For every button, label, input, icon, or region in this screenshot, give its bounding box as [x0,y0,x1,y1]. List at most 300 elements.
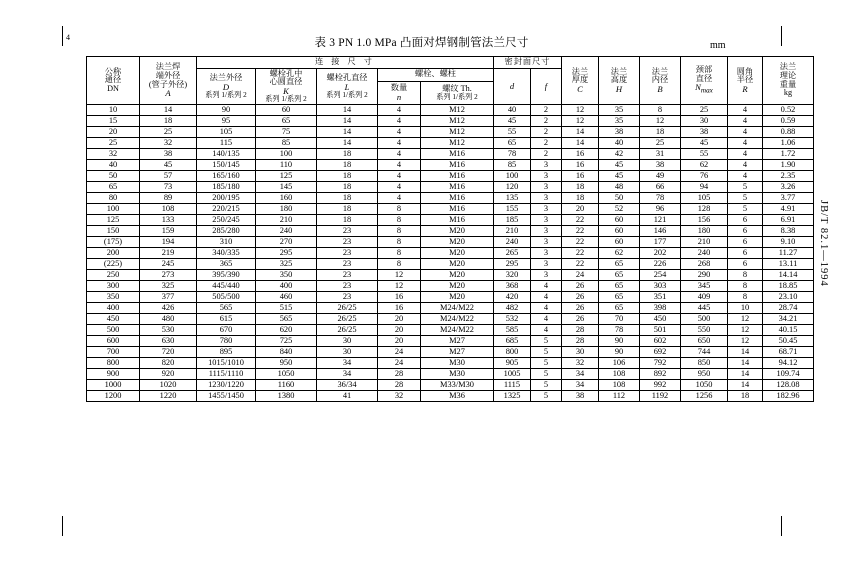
table-cell: 28 [562,325,599,336]
table-cell: M12 [421,105,494,116]
table-cell: 585 [494,325,531,336]
table-row [87,325,814,336]
table-row [87,138,814,149]
table-row [87,171,814,182]
table-row [87,336,814,347]
table-cell: 12 [728,325,763,336]
table-cell: 8 [728,270,763,281]
table-cell: 600 [87,336,140,347]
table-cell: 300 [87,281,140,292]
header-l: 螺栓孔直径 L 系列 1/系列 2 [317,68,378,105]
table-cell: 5 [531,336,562,347]
table-cell: M16 [421,160,494,171]
header-n: 数量 n [378,81,421,105]
table-cell: 5 [531,380,562,391]
table-cell: 20 [378,336,421,347]
table-cell: 780 [197,336,256,347]
table-cell: 100 [256,149,317,160]
table-cell: 268 [681,259,728,270]
table-cell: M30 [421,358,494,369]
table-cell: 60 [256,105,317,116]
table-cell: 20 [87,127,140,138]
table-cell: 38 [681,127,728,138]
table-cell: (175) [87,237,140,248]
table-cell: 23 [317,281,378,292]
table-cell: 18 [317,215,378,226]
table-row [87,105,814,116]
table-cell: 3.26 [763,182,814,193]
table-cell: 18 [317,193,378,204]
table-cell: 22 [562,226,599,237]
table-cell: 13.11 [763,259,814,270]
unit-label: mm [710,40,726,51]
table-cell: 4 [378,127,421,138]
table-cell: 565 [256,314,317,325]
table-cell: 219 [140,248,197,259]
table-cell: 1115/1110 [197,369,256,380]
table-row [87,380,814,391]
table-cell: 31 [640,149,681,160]
table-cell: 250 [87,270,140,281]
table-cell: 14 [728,380,763,391]
table-cell: 30 [681,116,728,127]
table-cell: M36 [421,391,494,402]
table-cell: 85 [256,138,317,149]
table-cell: 24 [378,358,421,369]
table-cell: 1000 [87,380,140,391]
table-row [87,303,814,314]
table-cell: 11.27 [763,248,814,259]
header-c: 法兰 厚度 C [562,57,599,105]
table-cell: 4 [378,116,421,127]
table-cell: 450 [87,314,140,325]
table-cell: 89 [140,193,197,204]
table-cell: 1325 [494,391,531,402]
table-cell: 62 [681,160,728,171]
table-cell: 182.96 [763,391,814,402]
table-cell: 6 [728,259,763,270]
table-cell: 285/280 [197,226,256,237]
table-cell: 100 [494,171,531,182]
table-cell: 2 [531,127,562,138]
table-cell: 65 [494,138,531,149]
table-cell: 106 [599,358,640,369]
table-cell: 18 [562,182,599,193]
header-r: 圆角 半径 R [728,57,763,105]
table-cell: 76 [681,171,728,182]
header-nmax: 颈部 直径 $N_{max}$ [681,57,728,105]
table-row [87,193,814,204]
table-cell: 146 [640,226,681,237]
header-a: 法兰焊 端外径 (管子外径) A [140,57,197,105]
table-cell: M20 [421,270,494,281]
table-cell: 5 [728,204,763,215]
table-cell: 1.90 [763,160,814,171]
table-cell: 950 [681,369,728,380]
table-cell: 8.38 [763,226,814,237]
table-cell: 8 [378,215,421,226]
table-caption: 表 3 PN 1.0 MPa 凸面对焊钢制管法兰尺寸 [314,37,529,49]
table-cell: 194 [140,237,197,248]
table-row [87,215,814,226]
table-cell: 340/335 [197,248,256,259]
table-cell: 68.71 [763,347,814,358]
table-cell: 5 [728,193,763,204]
table-cell: 744 [681,347,728,358]
table-cell: 10 [728,303,763,314]
table-cell: 30 [562,347,599,358]
table-cell: 6 [728,248,763,259]
table-cell: 4 [728,171,763,182]
table-cell: 26/25 [317,314,378,325]
table-cell: 320 [494,270,531,281]
table-cell: M12 [421,138,494,149]
table-row [87,204,814,215]
table-cell: 500 [87,325,140,336]
header-dn: 公称 通径 DN [87,57,140,105]
table-cell: 28 [378,380,421,391]
table-cell: 8 [378,237,421,248]
table-cell: 501 [640,325,681,336]
table-cell: 700 [87,347,140,358]
table-cell: 200 [87,248,140,259]
table-cell: 5 [531,347,562,358]
table-cell: 895 [197,347,256,358]
table-row [87,358,814,369]
table-cell: 18 [317,171,378,182]
table-cell: 3 [531,248,562,259]
table-cell: 94.12 [763,358,814,369]
table-cell: 35 [599,116,640,127]
table-cell: 185 [494,215,531,226]
table-cell: 4 [728,116,763,127]
table-cell: 2 [531,116,562,127]
table-cell: 14.14 [763,270,814,281]
table-cell: 16 [562,160,599,171]
table-cell: 14 [317,127,378,138]
table-cell: 133 [140,215,197,226]
table-cell: 23 [317,248,378,259]
table-cell: 4 [728,160,763,171]
table-cell: 55 [681,149,728,160]
table-cell: 4 [378,160,421,171]
table-cell: M20 [421,248,494,259]
header-k: 螺栓孔中 心圆直径 K 系列 1/系列 2 [256,68,317,105]
table-cell: 3 [531,226,562,237]
table-cell: 125 [256,171,317,182]
table-cell: 273 [140,270,197,281]
table-cell: 420 [494,292,531,303]
table-cell: 14 [317,138,378,149]
header-seal-f: f [531,68,562,105]
table-cell: 22 [562,259,599,270]
table-cell: 400 [87,303,140,314]
header-bolt-group: 螺栓、螺柱 [378,68,494,81]
table-cell: M20 [421,259,494,270]
table-cell: 155 [494,204,531,215]
table-cell: 409 [681,292,728,303]
table-cell: 78 [640,193,681,204]
table-cell: 5 [531,369,562,380]
table-cell: 40.15 [763,325,814,336]
table-cell: 3 [531,237,562,248]
table-cell: 426 [140,303,197,314]
table-cell: 400 [256,281,317,292]
table-cell: 135 [494,193,531,204]
table-cell: 90 [197,105,256,116]
table-cell: 6 [728,215,763,226]
table-row [87,226,814,237]
table-row [87,292,814,303]
table-cell: 1.72 [763,149,814,160]
table-cell: 720 [140,347,197,358]
table-cell: 50.45 [763,336,814,347]
table-cell: 3 [531,160,562,171]
table-row [87,116,814,127]
table-cell: 18 [317,149,378,160]
table-cell: 22 [562,248,599,259]
table-cell: 670 [197,325,256,336]
table-cell: 23.10 [763,292,814,303]
margin-rule-right-bottom [781,516,782,536]
table-row [87,314,814,325]
table-cell: 14 [562,127,599,138]
table-cell: 2 [531,105,562,116]
table-cell: 325 [256,259,317,270]
table-cell: 500 [681,314,728,325]
table-cell: 14 [728,369,763,380]
header-thread: 螺纹 Th. 系列 1/系列 2 [421,81,494,105]
table-cell: 14 [140,105,197,116]
table-cell: M20 [421,237,494,248]
table-cell: 18 [140,116,197,127]
table-cell: 725 [256,336,317,347]
table-cell: 8 [378,226,421,237]
table-cell: 60 [599,215,640,226]
table-cell: 80 [87,193,140,204]
table-cell: 140/135 [197,149,256,160]
table-cell: 90 [599,347,640,358]
table-cell: 4 [728,138,763,149]
table-cell: 180 [256,204,317,215]
table-cell: 18 [728,391,763,402]
table-cell: 210 [256,215,317,226]
table-cell: 40 [599,138,640,149]
table-cell: 40 [87,160,140,171]
table-cell: 295 [494,259,531,270]
table-cell: 38 [140,149,197,160]
table-cell: 14 [562,138,599,149]
table-cell: 3 [531,204,562,215]
table-row [87,391,814,402]
table-cell: 270 [256,237,317,248]
table-cell: 202 [640,248,681,259]
table-cell: 8 [640,105,681,116]
table-cell: 45 [681,138,728,149]
table-cell: 12 [728,314,763,325]
table-cell: 150 [87,226,140,237]
table-cell: 40 [494,105,531,116]
table-cell: 850 [681,358,728,369]
table-cell: 32 [562,358,599,369]
table-cell: 210 [494,226,531,237]
table-cell: M16 [421,182,494,193]
table-cell: 10 [87,105,140,116]
table-cell: 23 [317,226,378,237]
table-cell: 26 [562,281,599,292]
table-cell: 12 [562,116,599,127]
table-cell: 1192 [640,391,681,402]
table-cell: 445 [681,303,728,314]
table-cell: 24 [378,347,421,358]
table-cell: 38 [640,160,681,171]
table-row [87,369,814,380]
table-cell: 532 [494,314,531,325]
table-cell: M20 [421,226,494,237]
table-cell: 1.06 [763,138,814,149]
table-cell: 177 [640,237,681,248]
table-cell: 128.08 [763,380,814,391]
table-cell: 1256 [681,391,728,402]
table-cell: 1455/1450 [197,391,256,402]
table-cell: 128 [681,204,728,215]
header-h: 法兰 高度 H [599,57,640,105]
table-cell: 32 [378,391,421,402]
table-cell: 25 [140,127,197,138]
table-cell: 55 [494,127,531,138]
table-cell: 550 [681,325,728,336]
table-cell: 65 [599,292,640,303]
table-cell: 1160 [256,380,317,391]
table-cell: 108 [599,369,640,380]
table-body [87,105,814,402]
standard-code: JB/T 82.1—1994 [818,200,829,287]
table-row [87,237,814,248]
table-cell: 100 [87,204,140,215]
table-cell: 18 [317,160,378,171]
table-cell: 1050 [256,369,317,380]
table-cell: 565 [197,303,256,314]
table-cell: 26/25 [317,325,378,336]
table-cell: 52 [599,204,640,215]
header-seal-d: d [494,68,531,105]
table-cell: 482 [494,303,531,314]
table-cell: 8 [728,292,763,303]
table-cell: 800 [494,347,531,358]
table-cell: 159 [140,226,197,237]
table-cell: 395/390 [197,270,256,281]
table-cell: 38 [562,391,599,402]
table-cell: 115 [197,138,256,149]
table-cell: 365 [197,259,256,270]
table-cell: 109.74 [763,369,814,380]
table-cell: 36/34 [317,380,378,391]
table-cell: 125 [87,215,140,226]
table-cell: 345 [681,281,728,292]
table-cell: 445/440 [197,281,256,292]
table-cell: 350 [87,292,140,303]
table-cell: 3 [531,193,562,204]
margin-rule-left-bottom [62,516,63,536]
table-cell: 245 [140,259,197,270]
table-cell: 18 [562,193,599,204]
table-cell: 2 [531,138,562,149]
table-cell: 515 [256,303,317,314]
table-cell: 920 [140,369,197,380]
table-cell: 3.77 [763,193,814,204]
table-cell: 156 [681,215,728,226]
table-cell: 73 [140,182,197,193]
table-cell: 8 [728,281,763,292]
table-row [87,160,814,171]
table-cell: 75 [256,127,317,138]
table-cell: 65 [87,182,140,193]
header-connection-group: 连 接 尺 寸 [197,57,494,69]
table-cell: 78 [599,325,640,336]
table-cell: 650 [681,336,728,347]
table-cell: 16 [378,292,421,303]
table-cell: 78 [494,149,531,160]
table-cell: 14 [317,116,378,127]
table-cell: 22 [562,215,599,226]
table-cell: 90 [599,336,640,347]
table-cell: 23 [317,237,378,248]
table-cell: M27 [421,336,494,347]
table-cell: 12 [640,116,681,127]
table-cell: 310 [197,237,256,248]
table-cell: 950 [256,358,317,369]
table-cell: 240 [256,226,317,237]
table-row [87,149,814,160]
table-cell: 45 [494,116,531,127]
table-cell: 105 [197,127,256,138]
table-cell: 240 [494,237,531,248]
table-cell: 992 [640,380,681,391]
table-cell: 210 [681,237,728,248]
table-cell: 295 [256,248,317,259]
header-seal-group: 密封面尺寸 [494,57,562,69]
table-cell: 6.91 [763,215,814,226]
table-cell: 3 [531,215,562,226]
table-cell: 8 [378,248,421,259]
table-cell: 25 [87,138,140,149]
table-cell: 23 [317,292,378,303]
table-cell: 1005 [494,369,531,380]
table-cell: 110 [256,160,317,171]
table-cell: 18 [317,204,378,215]
table-cell: 160 [256,193,317,204]
table-cell: 8 [378,259,421,270]
table-cell: 4 [531,281,562,292]
table-cell: M16 [421,171,494,182]
table-cell: 265 [494,248,531,259]
table-cell: M16 [421,215,494,226]
table-row [87,182,814,193]
table-cell: 2.35 [763,171,814,182]
table-cell: 50 [599,193,640,204]
table-cell: M20 [421,281,494,292]
table-cell: 4 [728,127,763,138]
table-cell: 0.88 [763,127,814,138]
table-cell: 1200 [87,391,140,402]
table-cell: 32 [87,149,140,160]
table-cell: 34 [317,358,378,369]
table-cell: 30 [317,347,378,358]
table-cell: 16 [562,149,599,160]
table-row [87,347,814,358]
table-cell: 3 [531,171,562,182]
table-cell: 20 [378,314,421,325]
